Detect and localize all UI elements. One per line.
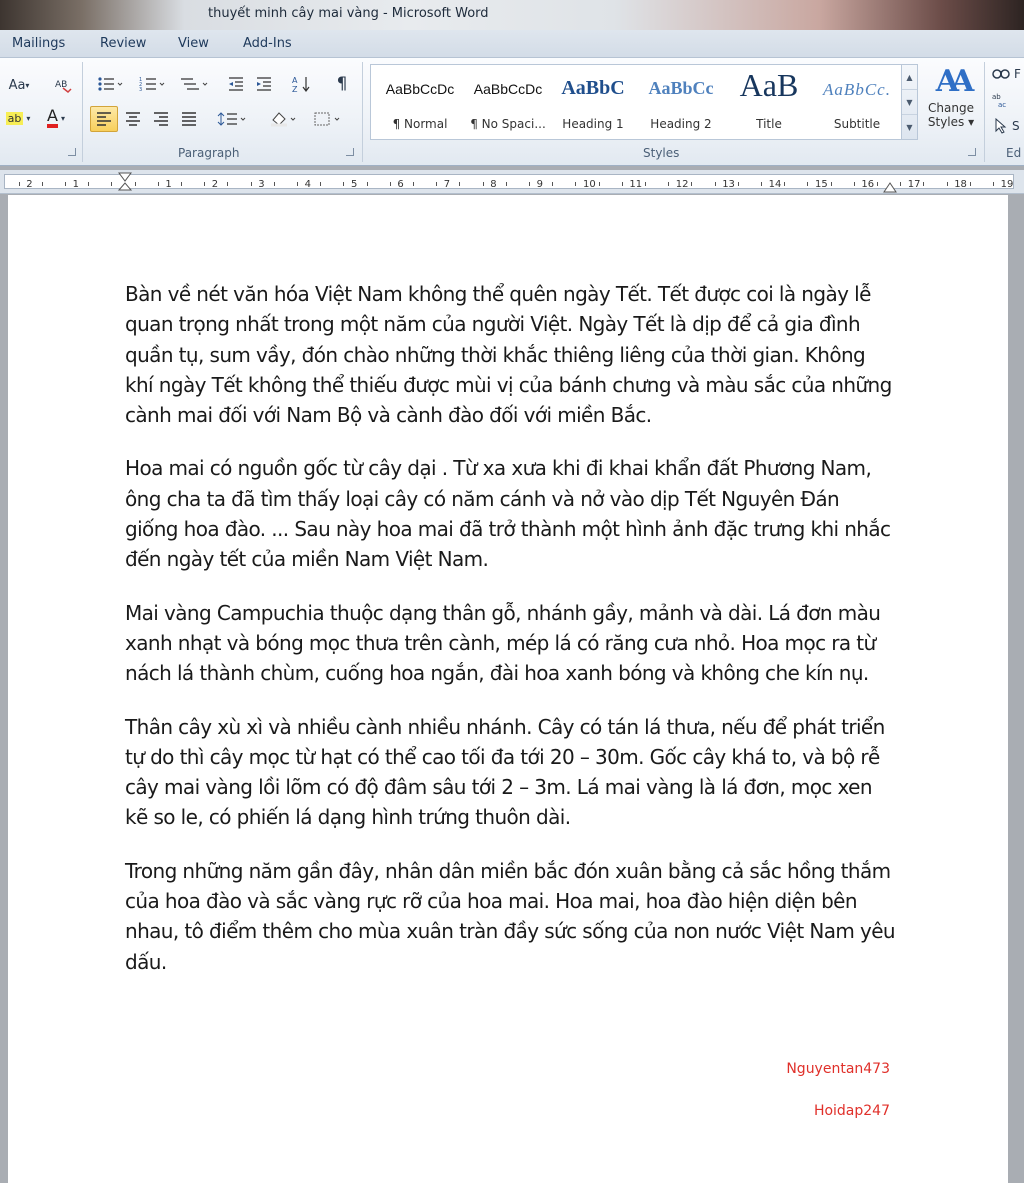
ruler-tick — [877, 182, 878, 186]
ruler-number: 19 — [1000, 179, 1014, 190]
paragraph-dialog-launcher-icon[interactable] — [346, 148, 354, 156]
gallery-down-icon[interactable]: ▼ — [902, 90, 917, 115]
ruler-tick — [88, 182, 89, 186]
ruler-number: 2 — [211, 179, 219, 190]
ruler-number: 13 — [722, 179, 735, 190]
ruler-number: 7 — [443, 179, 451, 190]
group-separator — [984, 62, 985, 162]
svg-text:2: 2 — [139, 82, 143, 88]
ruler-tick — [622, 182, 623, 186]
ruler-number: 12 — [675, 179, 689, 190]
ruler-tick — [227, 182, 228, 186]
document-page[interactable] — [8, 195, 1008, 1183]
ruler-strip — [4, 174, 1014, 189]
svg-text:A: A — [292, 76, 298, 85]
align-right-button[interactable] — [148, 106, 174, 132]
signature-author: Nguyentan473 — [786, 1061, 890, 1077]
paragraph[interactable]: Bàn về nét văn hóa Việt Nam không thể quên ngày Tết. Tết được coi là ngày lễ quan trọng nhất trong một năm của người Việt. Ngày Tết là dịp để cả gia đình quần tụ, sum vầy, đón chào những thời khắc thiêng liêng của thời gian. Không khí ngày Tết không thể thiếu được mùi vị của bánh chưng và màu sắc của những cành mai đối với Nam Bộ và cành đào đối với miền Bắc. — [125, 282, 892, 428]
gallery-up-icon[interactable]: ▲ — [902, 65, 917, 90]
ruler-number: 15 — [815, 179, 828, 190]
highlight-icon: ab — [7, 111, 22, 125]
ruler-tick — [575, 182, 576, 186]
ruler-tick — [367, 182, 368, 186]
ruler-tick — [807, 182, 808, 186]
select-button[interactable] — [994, 116, 1024, 136]
ruler-tick — [274, 182, 275, 186]
style-name: Heading 1 — [562, 117, 624, 131]
ruler-number: 1 — [72, 179, 79, 190]
ruler-tick — [668, 182, 669, 186]
ruler-tick — [204, 182, 205, 186]
style-name: Title — [756, 117, 782, 131]
paragraph[interactable]: Mai vàng Campuchia thuộc dạng thân gỗ, nhánh gầy, mảnh và dài. Lá đơn màu xanh nhạt và bóng mọc thưa trên cành, mép lá có răng cưa nhỏ. Hoa mọc ra từ nách lá thành chùm, cuống hoa ngắn, đài hoa xanh bóng và không che kín nụ. — [125, 600, 881, 686]
change-styles-icon: AA — [935, 64, 967, 99]
styles-gallery-scroll[interactable] — [902, 64, 918, 140]
svg-text:Z: Z — [292, 85, 298, 93]
ruler-number: 8 — [490, 179, 497, 190]
ruler-number: 1 — [165, 179, 172, 190]
styles-dialog-launcher-icon[interactable] — [968, 148, 976, 156]
justify-button[interactable] — [176, 106, 202, 132]
ruler-number: 4 — [304, 179, 311, 190]
style-name: Heading 2 — [650, 117, 712, 131]
paragraph-group-label: Paragraph — [178, 146, 240, 160]
window-title: thuyết minh cây mai vàng - Microsoft Word — [208, 6, 489, 21]
change-case-label: Aa — [8, 77, 26, 93]
gallery-more-icon[interactable]: ▼ — [906, 123, 913, 132]
ruler-number: 6 — [397, 179, 404, 190]
increase-indent-icon[interactable] — [252, 72, 276, 96]
styles-group-label: Styles — [643, 146, 680, 160]
style-sample: AaBbCc — [648, 78, 714, 98]
group-separator — [362, 62, 363, 162]
ruler-number: 17 — [907, 179, 921, 190]
style-sample: AaBbCcDc — [385, 81, 455, 97]
select-icon: S — [1012, 119, 1020, 133]
ruler-tick — [970, 182, 971, 186]
document-area — [0, 195, 1024, 1183]
ruler-number: 14 — [768, 179, 782, 190]
ruler-tick — [831, 182, 832, 186]
ruler-number: 2 — [26, 179, 33, 190]
clear-format-icon[interactable] — [52, 74, 74, 96]
tab-review[interactable]: Review — [100, 36, 147, 51]
indent-marker-icon[interactable] — [117, 172, 133, 194]
ruler-tick — [529, 182, 530, 186]
ruler-number: 18 — [954, 179, 967, 190]
style-sample: AaBbC — [561, 77, 625, 99]
ruler-tick — [947, 182, 948, 186]
styles-gallery — [370, 64, 902, 140]
tab-view[interactable]: View — [178, 36, 209, 51]
style-name: ¶ Normal — [392, 117, 448, 131]
ruler-tick — [413, 182, 414, 186]
ruler-tick — [738, 182, 739, 186]
ruler-tick — [599, 182, 600, 186]
ruler-tick — [645, 182, 646, 186]
find-icon: F — [1014, 67, 1021, 81]
highlight-button[interactable]: ab ▾ — [7, 111, 31, 125]
ruler-tick — [483, 182, 484, 186]
style-heading-2[interactable] — [639, 65, 723, 139]
ruler-tick — [854, 182, 855, 186]
ruler-tick — [784, 182, 785, 186]
paragraph[interactable]: Thân cây xù xì và nhiều cành nhiều nhánh. Cây có tán lá thưa, nếu để phát triển tự do thì cây mọc từ hạt có thể cao tối đa tới 20 – 30m. Gốc cây khá to, và bộ rễ cây mai vàng lồi lõm có độ đâm sâu tới 2 – 3m. Lá mai vàng là lá đơn, mọc xen kẽ so le, có phiến lá dạng hình trứng thuôn dài. — [125, 714, 885, 830]
paragraph[interactable]: Trong những năm gần đây, nhân dân miền bắc đón xuân bằng cả sắc hồng thắm của hoa đào và sắc vàng rực rỡ của hoa mai. Hoa mai, hoa đào hiện diện bên nhau, tô điểm thêm cho mùa xuân tràn đầy sức sống của non nước Việt Nam yêu dấu. — [125, 858, 896, 974]
ruler-tick — [993, 182, 994, 186]
line-spacing-button[interactable] — [212, 106, 252, 132]
ruler-tick — [552, 182, 553, 186]
ruler-tick — [506, 182, 507, 186]
ruler-tick — [923, 182, 924, 186]
svg-text:AB: AB — [55, 80, 68, 90]
ruler-tick — [251, 182, 252, 186]
ruler-tick — [761, 182, 762, 186]
ruler-tick — [343, 182, 344, 186]
style-sample: AaB — [739, 67, 799, 103]
svg-text:1: 1 — [139, 77, 143, 83]
ruler-tick — [111, 182, 112, 186]
ruler-tick — [42, 182, 43, 186]
title-bar — [0, 0, 1024, 30]
style-sample: AaBbCcDc — [473, 81, 543, 97]
align-center-button[interactable] — [120, 106, 146, 132]
ruler-tick — [65, 182, 66, 186]
ruler-tick — [158, 182, 159, 186]
style-title[interactable] — [727, 65, 811, 139]
ruler-tick — [459, 182, 460, 186]
tab-mailings[interactable]: Mailings — [12, 36, 66, 51]
ruler-tick — [715, 182, 716, 186]
ruler-number: 16 — [861, 179, 875, 190]
ruler-tick — [436, 182, 437, 186]
replace-button[interactable] — [992, 90, 1024, 110]
style-name: ¶ No Spaci... — [470, 117, 546, 131]
borders-button[interactable] — [308, 106, 348, 132]
signature-site: Hoidap247 — [813, 1103, 890, 1119]
ruler-tick — [135, 182, 136, 186]
ruler-number: 3 — [258, 179, 265, 190]
align-left-button[interactable] — [90, 106, 118, 132]
ruler-number: 5 — [351, 179, 358, 190]
style-name: Subtitle — [833, 117, 881, 131]
ribbon-tab-row — [0, 30, 1024, 58]
svg-text:ac: ac — [998, 101, 1007, 108]
decrease-indent-icon[interactable] — [224, 72, 248, 96]
ruler-number: 9 — [536, 179, 543, 190]
ruler-tick — [297, 182, 298, 186]
svg-text:ab: ab — [992, 93, 1001, 101]
ruler-tick — [691, 182, 692, 186]
ruler-tick — [900, 182, 901, 186]
change-case-button[interactable]: Aa ▾ — [8, 77, 30, 93]
style-subtitle[interactable] — [815, 65, 899, 139]
horizontal-ruler[interactable] — [0, 170, 1024, 194]
numbering-button[interactable] — [132, 72, 172, 96]
style-normal[interactable] — [375, 65, 465, 139]
document-body[interactable] — [125, 279, 895, 1000]
tab-add-ins[interactable]: Add-Ins — [243, 36, 292, 51]
shading-button[interactable] — [264, 106, 304, 132]
style-no-spacing[interactable] — [463, 65, 553, 139]
svg-text:3: 3 — [139, 87, 143, 92]
style-sample: AaBbCc. — [823, 80, 891, 99]
multilevel-list-button[interactable] — [174, 72, 214, 96]
font-dialog-launcher-icon[interactable] — [68, 148, 76, 156]
font-color-button[interactable]: A ▾ — [38, 106, 74, 130]
editing-group-label: Ed — [1006, 146, 1022, 160]
show-formatting-marks-icon[interactable]: ¶ — [336, 74, 348, 94]
find-button[interactable] — [992, 64, 1024, 84]
right-indent-marker-icon[interactable] — [883, 181, 897, 193]
ruler-tick — [181, 182, 182, 186]
sort-icon[interactable] — [288, 72, 316, 96]
ruler-tick — [390, 182, 391, 186]
ruler-number: 10 — [583, 179, 596, 190]
group-separator — [82, 62, 83, 162]
change-styles-label-2: Styles ▾ — [927, 115, 975, 129]
ruler-tick — [19, 182, 20, 186]
ruler-tick — [320, 182, 321, 186]
font-color-icon: A — [47, 108, 58, 128]
bullets-button[interactable] — [90, 72, 130, 96]
paragraph[interactable]: Hoa mai có nguồn gốc từ cây dại . Từ xa xưa khi đi khai khẩn đất Phương Nam, ông cha ta đã tìm thấy loại cây có năm cánh và nở vào dịp Tết Nguyên Đán giống hoa đào. ... Sau này hoa mai đã trở thành một hình ảnh đặc trưng khi nhắc đến ngày tết của miền Nam Việt Nam. — [125, 456, 891, 572]
change-styles-label-1: Change — [928, 101, 974, 115]
ruler-number: 11 — [629, 179, 643, 190]
style-heading-1[interactable] — [553, 65, 633, 139]
change-styles-button[interactable] — [922, 62, 980, 142]
